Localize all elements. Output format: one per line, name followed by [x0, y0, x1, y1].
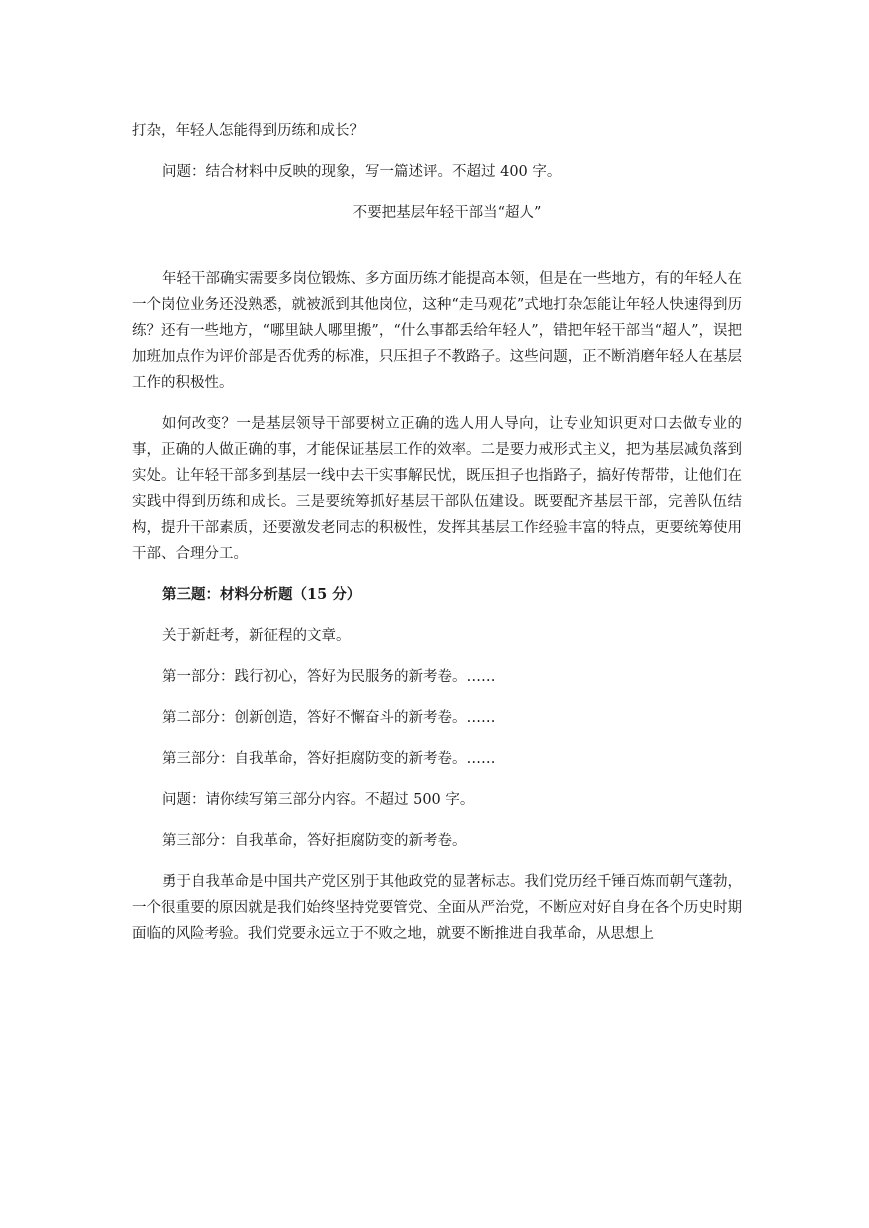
- document-page: [132, 118, 742, 947]
- article-paragraph-1: 年轻干部确实需要多岗位锻炼、多方面历练才能提高本领，但是在一些地方，有的年轻人在一个岗位业务还没熟悉，就被派到其他岗位，这种“走马观花”式地打杂怎能让年轻人快速得到历练？还有一些地方，“哪里缺人哪里搬”，“什么事都丢给年轻人”，错把年轻干部当“超人”，误把加班加点作为评价部是否优秀的标准，只压担子不教路子。这些问题，正不断消磨年轻人在基层工作的积极性。: [132, 271, 742, 391]
- material-part-2: 第二部分：创新创造，答好不懈奋斗的新考卷。……: [162, 710, 496, 726]
- paragraph-continuation: 打杂，年轻人怎能得到历练和成长？: [132, 123, 364, 139]
- answer-part-3-title: 第三部分：自我革命，答好拒腐防变的新考卷。: [162, 833, 467, 849]
- article-title: 不要把基层年轻干部当“超人”: [352, 205, 542, 221]
- answer-paragraph-3: 勇于自我革命是中国共产党区别于其他政党的显著标志。我们党历经千锤百炼而朝气蓬勃，一个很重要的原因就是我们始终坚持党要管党、全面从严治党，不断应对好自身在各个历史时期面临的风险考验。我们党要永远立于不败之地，就要不断推进自我革命，从思想上: [132, 874, 742, 942]
- material-part-3: 第三部分：自我革命，答好拒腐防变的新考卷。……: [162, 751, 496, 767]
- material-intro: 关于新赶考，新征程的文章。: [162, 628, 351, 644]
- article-paragraph-2: 如何改变？一是基层领导干部要树立正确的选人用人导向，让专业知识更对口去做专业的事，正确的人做正确的事，才能保证基层工作的效率。二是要力戒形式主义，把为基层减负落到实处。让年轻干部多到基层一线中去干实事解民忧，既压担子也指路子，搞好传帮带，让他们在实践中得到历练和成长。三是要统筹抓好基层干部队伍建设。既要配齐基层干部，完善队伍结构，提升干部素质，还要激发老同志的积极性，发挥其基层工作经验丰富的特点，更要统筹使用干部、合理分工。: [132, 416, 742, 562]
- material-part-1: 第一部分：践行初心，答好为民服务的新考卷。……: [162, 669, 496, 685]
- section-heading-3: 第三题：材料分析题（15 分）: [162, 586, 362, 603]
- question-3: 问题：请你续写第三部分内容。不超过 500 字。: [162, 792, 475, 808]
- question-1: 问题：结合材料中反映的现象，写一篇述评。不超过 400 字。: [162, 164, 562, 180]
